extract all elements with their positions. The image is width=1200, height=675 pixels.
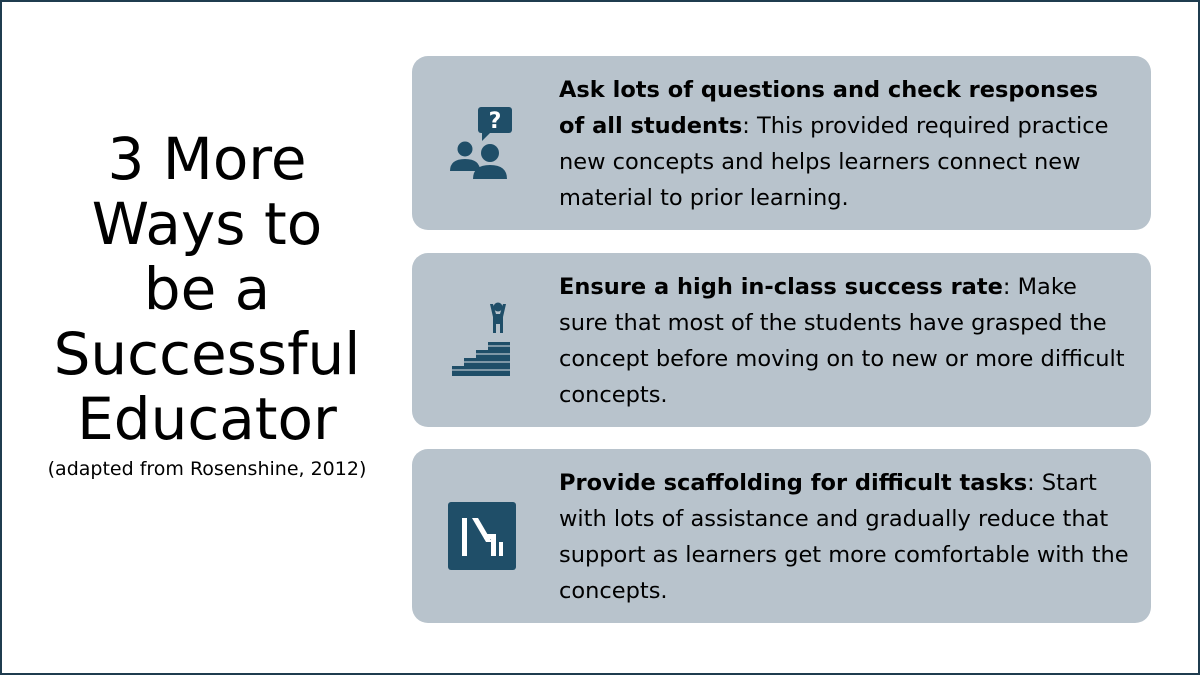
card-separator: : (742, 113, 750, 139)
title-line: be a (143, 255, 271, 323)
card-heading: Ensure a high in-class success rate (559, 274, 1003, 300)
svg-text:?: ? (488, 109, 502, 134)
card-scaffolding (412, 449, 1151, 623)
title-line: 3 More (107, 125, 307, 193)
slide-subtitle: (adapted from Rosenshine, 2012) (47, 458, 367, 480)
title-block (22, 127, 392, 482)
card-body: Make sure that most of the students have grasped the concept before moving on to new or more difficult concepts. (559, 274, 1125, 408)
card-text (559, 269, 1129, 413)
card-separator: : (1002, 274, 1011, 300)
title-line: Ways to (91, 190, 323, 258)
title-line: Successful (53, 320, 361, 388)
card-heading: Provide scaffolding for difficult tasks (559, 470, 1028, 496)
card-body: This provided required practice new concepts and helps learners connect new material to prior learning. (559, 113, 1109, 211)
card-text (559, 465, 1129, 609)
card-text (559, 72, 1129, 216)
card-separator: : (1027, 470, 1035, 496)
card-body: Start with lots of assistance and gradually reduce that support as learners get more comfortable with the concepts. (559, 470, 1129, 604)
people-question-icon (446, 103, 518, 183)
card-success-rate (412, 253, 1151, 427)
card-ask-questions (412, 56, 1151, 230)
title-line: Educator (77, 385, 337, 453)
stairs-success-icon (446, 300, 518, 380)
card-heading: Ask lots of questions and check responses of all students (559, 77, 1099, 139)
scaffolding-icon (446, 496, 518, 576)
slide-title (22, 127, 392, 452)
